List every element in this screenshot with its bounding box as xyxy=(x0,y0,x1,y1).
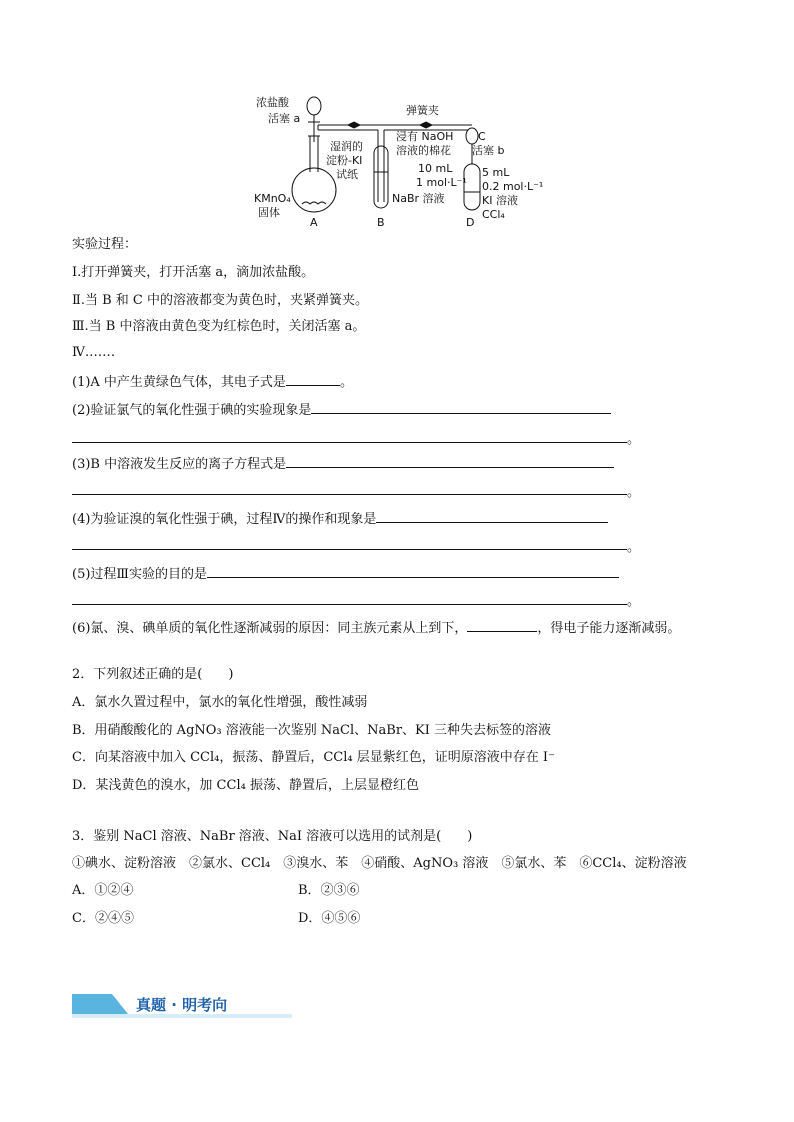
problem-3-option-a[interactable]: A．①②④ xyxy=(72,883,134,898)
step-2: Ⅱ.当 B 和 C 中的溶液都变为黄色时，夹紧弹簧夹。 xyxy=(72,293,368,308)
answer-line-2-end: 。 xyxy=(627,432,641,447)
label-ccl4: CCl₄ xyxy=(482,208,505,221)
label-stopcock-a: 活塞 a xyxy=(268,112,301,125)
label-kmno4: KMnO₄ xyxy=(254,192,291,205)
answer-blank-2a[interactable] xyxy=(311,399,611,414)
label-solid: 固体 xyxy=(258,206,280,219)
answer-line-3b[interactable] xyxy=(72,494,627,495)
step-4: Ⅳ.…… xyxy=(72,345,116,360)
question-5-text: (5)过程Ⅲ实验的目的是 xyxy=(72,567,207,582)
problem-3-option-b[interactable]: B．②③⑥ xyxy=(298,883,360,898)
label-conc1: 1 mol·L⁻¹ xyxy=(416,176,467,189)
label-conc02: 0.2 mol·L⁻¹ xyxy=(482,180,544,193)
problem-3-option-d[interactable]: D．④⑤⑥ xyxy=(298,911,361,926)
problem-2-option-b[interactable]: B．用硝酸酸化的 AgNO₃ 溶液能一次鉴别 NaCl、NaBr、KI 三种失去标签的溶液 xyxy=(72,723,552,738)
problem-2-option-c[interactable]: C．向某溶液中加入 CCl₄，振荡、静置后，CCl₄ 层显紫红色，证明原溶液中存在 I⁻ xyxy=(72,750,555,765)
label-nabr-sol: NaBr 溶液 xyxy=(392,192,445,205)
question-1-end: 。 xyxy=(339,375,353,390)
question-3 xyxy=(72,453,614,474)
label-vol5: 5 mL xyxy=(482,166,510,179)
label-vol10: 10 mL xyxy=(418,162,453,175)
question-6-text: (6)氯、溴、碘单质的氧化性逐渐减弱的原因：同主族元素从上到下， xyxy=(72,621,468,636)
step-1: Ⅰ.打开弹簧夹，打开活塞 a，滴加浓盐酸。 xyxy=(72,265,315,280)
answer-line-5b[interactable] xyxy=(72,604,627,605)
test-tube-b-icon xyxy=(374,146,388,208)
problem-2-option-a[interactable]: A．氯水久置过程中，氯水的氧化性增强，酸性减弱 xyxy=(72,695,368,710)
answer-blank-5a[interactable] xyxy=(207,563,619,578)
problem-2-stem: 2．下列叙述正确的是( ) xyxy=(72,667,234,682)
label-c: C xyxy=(478,130,486,143)
answer-line-4b[interactable] xyxy=(72,549,627,550)
label-ki-sol: KI 溶液 xyxy=(482,194,518,207)
problem-3-reagents: ①碘水、淀粉溶液 ②氯水、CCl₄ ③溴水、苯 ④硝酸、AgNO₃ 溶液 ⑤氯水、苯 ⑥CCl₄、淀粉溶液 xyxy=(72,856,687,871)
problem-2-option-d[interactable]: D．某浅黄色的溴水，加 CCl₄ 振荡、静置后，上层显橙红色 xyxy=(72,778,419,793)
question-1 xyxy=(72,371,353,392)
label-wet-paper-1: 湿润的 xyxy=(330,140,363,153)
process-title: 实验过程： xyxy=(72,237,138,252)
section-flag-icon xyxy=(72,994,128,1014)
question-4-text: (4)为验证溴的氧化性强于碘，过程Ⅳ的操作和现象是 xyxy=(72,512,377,527)
label-stopcock-b: 活塞 b xyxy=(472,144,505,157)
answer-line-4-end: 。 xyxy=(627,540,641,555)
label-naoh-cotton-1: 浸有 NaOH xyxy=(396,130,454,143)
question-5 xyxy=(72,563,619,584)
question-6-end: ，得电子能力逐渐减弱。 xyxy=(537,621,681,636)
question-2-text: (2)验证氯气的氧化性强于碘的实验现象是 xyxy=(72,403,312,418)
answer-line-3-end: 。 xyxy=(627,485,641,500)
section-title: 真题 · 明考向 xyxy=(136,996,228,1014)
question-4 xyxy=(72,508,608,529)
answer-line-2b[interactable] xyxy=(72,442,627,443)
apparatus-diagram xyxy=(250,92,550,232)
question-3-text: (3)B 中溶液发生反应的离子方程式是 xyxy=(72,457,287,472)
label-b: B xyxy=(377,216,385,229)
problem-3-option-c[interactable]: C．②④⑤ xyxy=(72,911,134,926)
apparatus-figure xyxy=(250,92,550,232)
answer-blank-1[interactable] xyxy=(286,371,340,386)
answer-blank-3a[interactable] xyxy=(286,453,614,468)
label-wet-paper-3: 试纸 xyxy=(336,168,358,181)
answer-blank-6[interactable] xyxy=(467,617,537,632)
answer-line-5-end: 。 xyxy=(627,594,641,609)
label-a: A xyxy=(310,216,318,229)
label-spring-clamp: 弹簧夹 xyxy=(406,104,439,117)
dropping-funnel-icon xyxy=(307,97,321,142)
step-3: Ⅲ.当 B 中溶液由黄色变为红棕色时，关闭活塞 a。 xyxy=(72,319,366,334)
label-wet-paper-2: 淀粉-KI xyxy=(326,154,363,167)
answer-blank-4a[interactable] xyxy=(376,508,608,523)
label-conc-hcl: 浓盐酸 xyxy=(256,96,289,109)
question-1-text: (1)A 中产生黄绿色气体，其电子式是 xyxy=(72,375,286,390)
label-naoh-cotton-2: 溶液的棉花 xyxy=(396,144,451,157)
label-d: D xyxy=(466,216,475,229)
question-2 xyxy=(72,399,611,420)
question-6 xyxy=(72,617,680,638)
problem-3-stem: 3．鉴别 NaCl 溶液、NaBr 溶液、NaI 溶液可以选用的试剂是( ) xyxy=(72,829,473,844)
